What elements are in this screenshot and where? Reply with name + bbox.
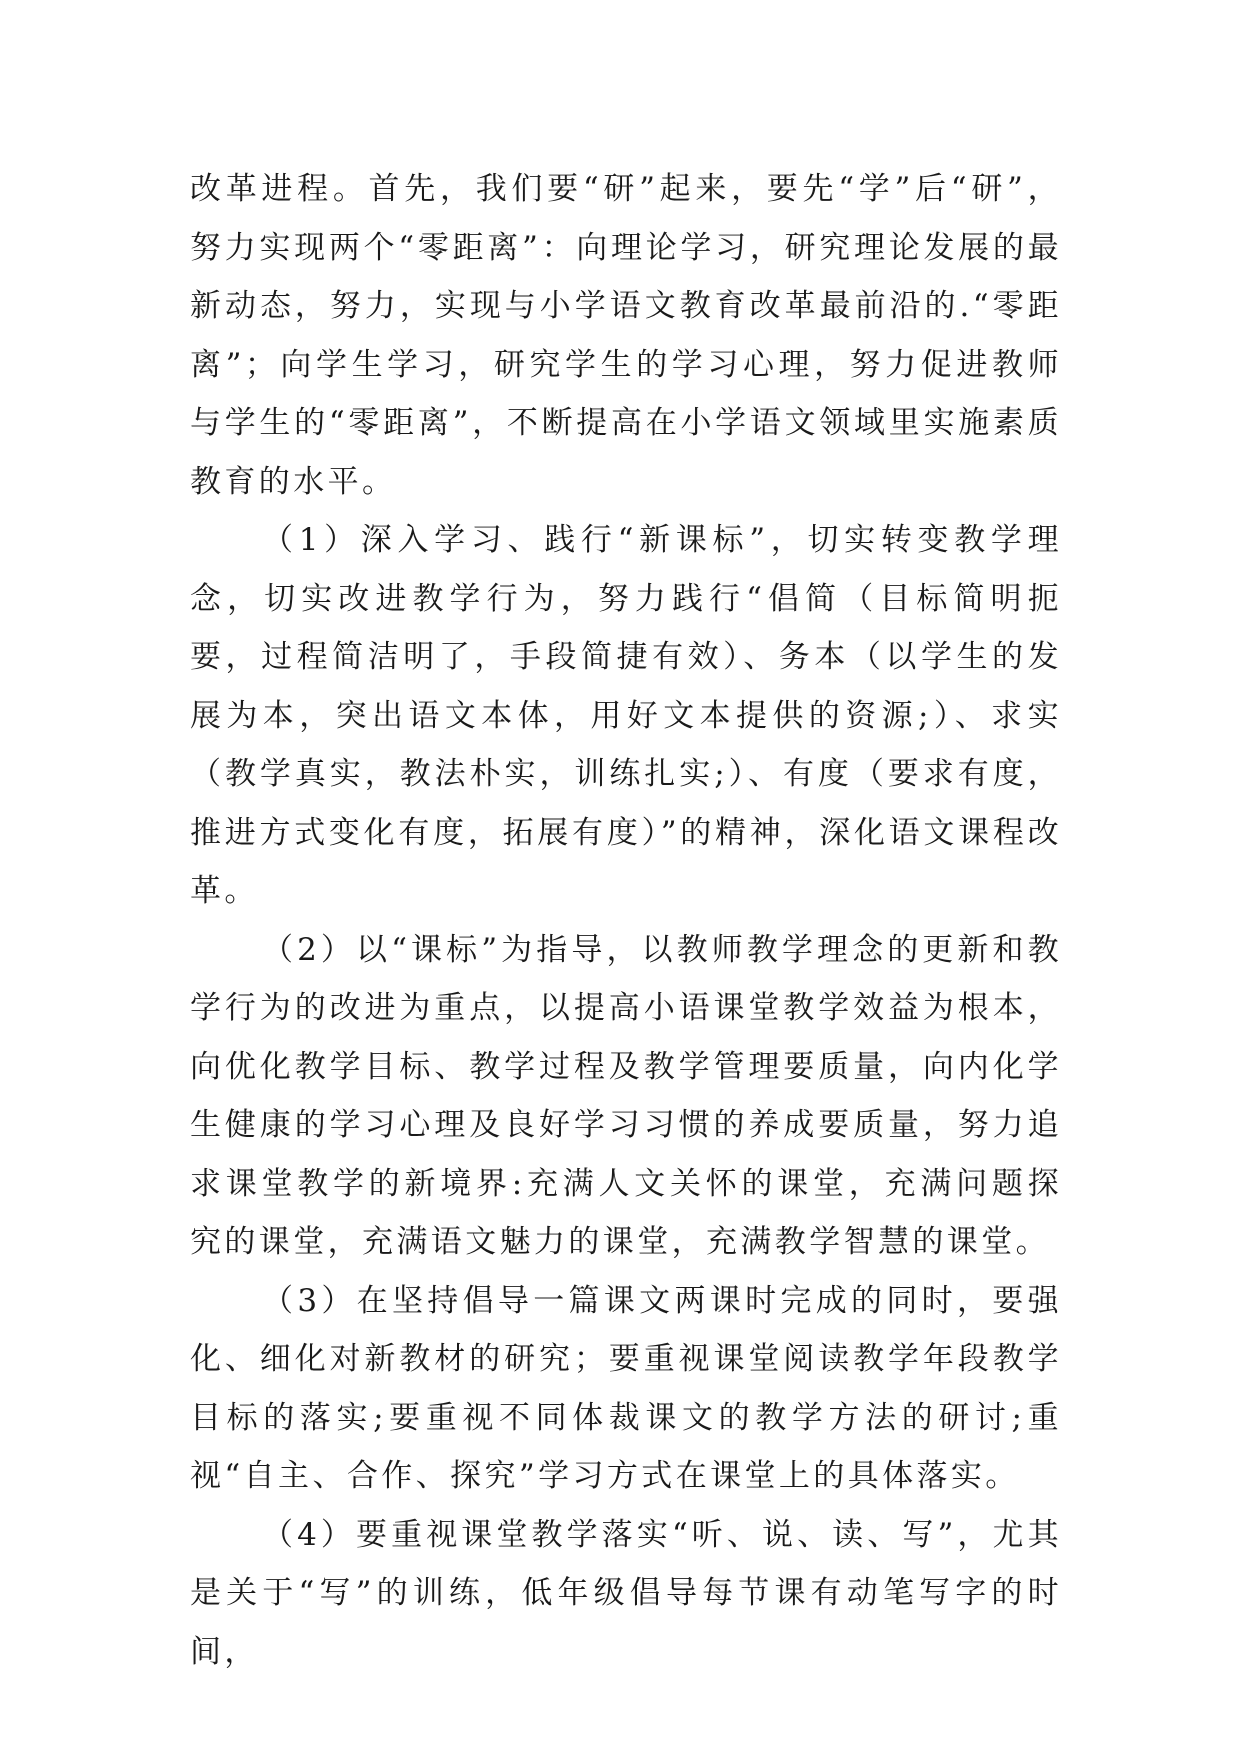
paragraph-item-2: （2）以“课标”为指导，以教师教学理念的更新和教学行为的改进为重点，以提高小语课堂教学效益为根本，向优化教学目标、教学过程及教学管理要质量，向内化学生健康的学习心理及良好学习习惯的养成要质量，努力追求课堂教学的新境界:充满人文关怀的课堂，充满问题探究的课堂，充满语文魅力的课堂，充满教学智慧的课堂。 — [190, 931, 1062, 1260]
paragraph-item-1: （1）深入学习、践行“新课标”，切实转变教学理念，切实改进教学行为，努力践行“倡简（目标简明扼要，过程简洁明了，手段简捷有效）、务本（以学生的发展为本，突出语文本体，用好文本提供的资源;）、求实（教学真实，教法朴实，训练扎实;）、有度（要求有度，推进方式变化有度，拓展有度）”的精神，深化语文课程改革。 — [190, 522, 1062, 909]
paragraph-item-3: （3）在坚持倡导一篇课文两课时完成的同时，要强化、细化对新教材的研究；要重视课堂阅读教学年段教学目标的落实;要重视不同体裁课文的教学方法的研讨;重视“自主、合作、探究”学习方式在课堂上的具体落实。 — [190, 1282, 1062, 1494]
paragraph-item-4: （4）要重视课堂教学落实“听、说、读、写”，尤其是关于“写”的训练，低年级倡导每节课有动笔写字的时间， — [190, 1516, 1062, 1670]
document-body — [190, 160, 1062, 1681]
paragraph-intro: 改革进程。首先，我们要“研”起来，要先“学”后“研”，努力实现两个“零距离”：向理论学习，研究理论发展的最新动态，努力，实现与小学语文教育改革最前沿的.“零距离”；向学生学习，研究学生的学习心理，努力促进教师与学生的“零距离”，不断提高在小学语文领域里实施素质教育的水平。 — [190, 171, 1062, 500]
